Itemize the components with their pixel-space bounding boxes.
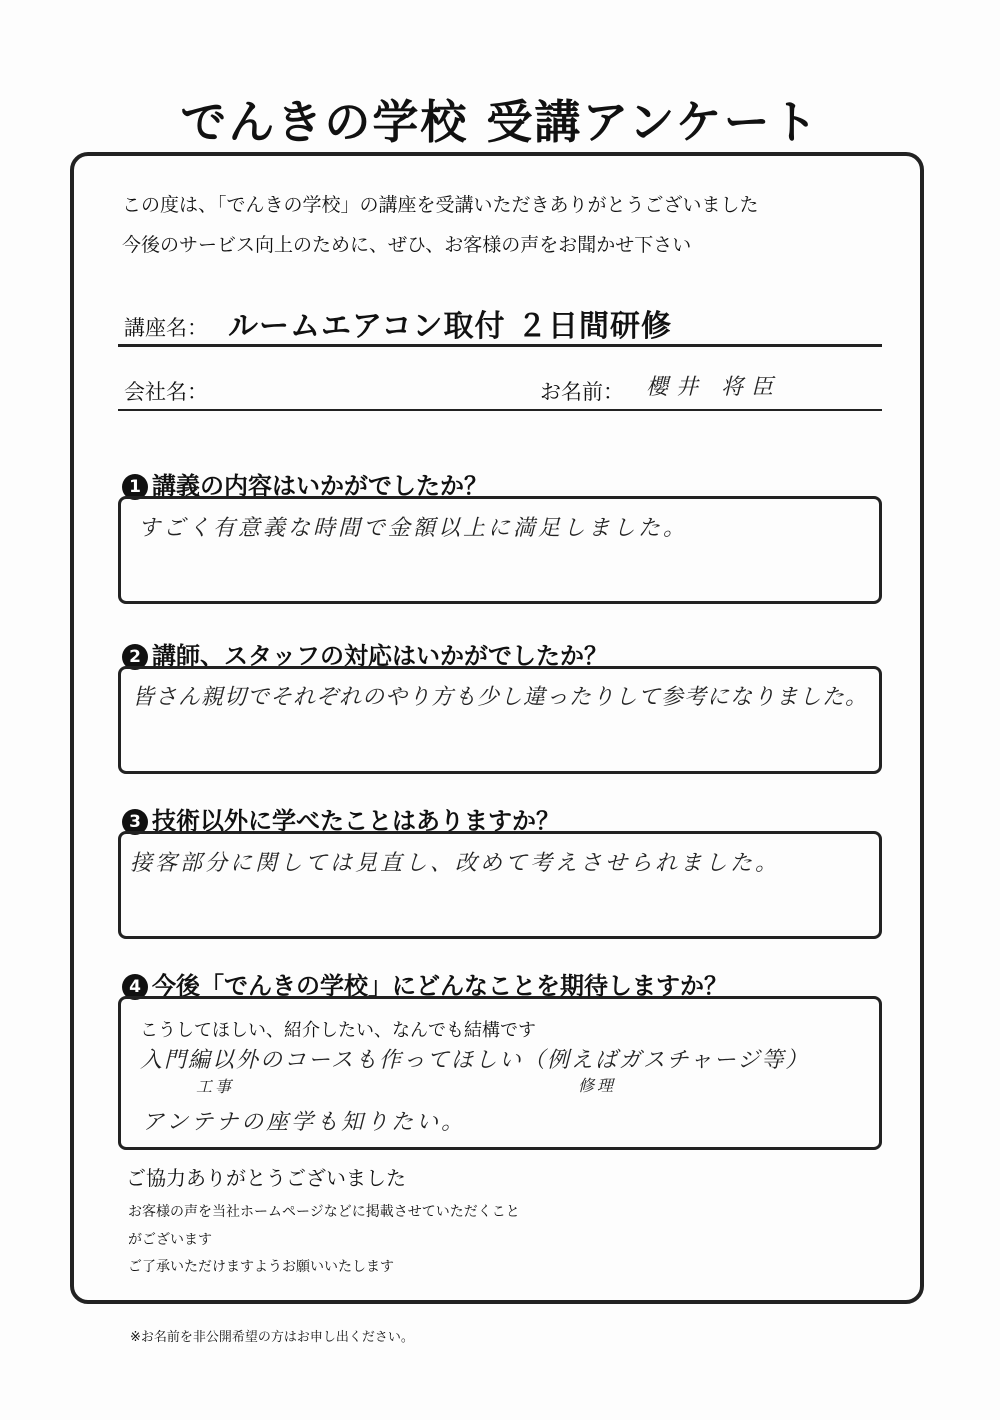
question-4-prompt: こうしてほしい、紹介したい、なんでも結構です [140,1020,536,1041]
page-title: でんきの学校 受講アンケート [180,95,820,149]
name-underline [118,409,882,411]
answer-4-annotation-work: 工事 [196,1077,235,1096]
question-number-badge: 3 [122,809,148,835]
answer-4-line-1-handwritten: 入門編以外のコースも作ってほしい（例えばガスチャージ等） [140,1048,810,1073]
question-3-text: 技術以外に学べたことはありますか？ [152,807,560,835]
answer-2-handwritten: 皆さん親切でそれぞれのやり方も少し違ったりして参考になりました。 [132,685,869,710]
question-number-badge: 1 [122,474,148,500]
answer-1-handwritten: すごく有意義な時間で金額以上に満足しました。 [138,516,689,541]
closing-thanks: ご協力ありがとうございました [126,1166,406,1190]
answer-3-handwritten: 接客部分に関しては見直し、改めて考えさせられました。 [130,851,781,876]
question-4-text: 今後「でんきの学校」にどんなことを期待しますか？ [152,972,728,1000]
intro-line-1: この度は、「でんきの学校」の講座を受講いただきありがとうございました [122,194,759,216]
question-2-text: 講師、スタッフの対応はいかがでしたか？ [152,642,608,670]
course-label: 講座名： [124,316,208,340]
question-number-badge: 2 [122,644,148,670]
closing-note-3: ご了承いただけますようお願いいたします [128,1259,394,1275]
closing-note-1: お客様の声を当社ホームページなどに掲載させていただくこと [128,1204,520,1220]
customer-name-label: お名前： [540,380,624,404]
intro-line-2: 今後のサービス向上のために、ぜひ、お客様の声をお聞かせ下さい [122,234,692,256]
footnote: ※お名前を非公開希望の方はお申し出ください。 [130,1330,414,1345]
answer-4-line-2-handwritten: アンテナの座学も知りたい。 [142,1110,467,1135]
closing-note-2: がございます [128,1232,212,1248]
question-1-text: 講義の内容はいかがでしたか？ [152,472,488,500]
question-number-badge: 4 [122,974,148,1000]
company-label: 会社名： [124,380,208,404]
answer-4-annotation-repair: 修理 [578,1076,617,1095]
course-underline [118,344,882,347]
course-name: ルームエアコン取付 ２日間研修 [228,309,672,344]
customer-name-handwritten: 櫻井 将臣 [646,375,781,400]
